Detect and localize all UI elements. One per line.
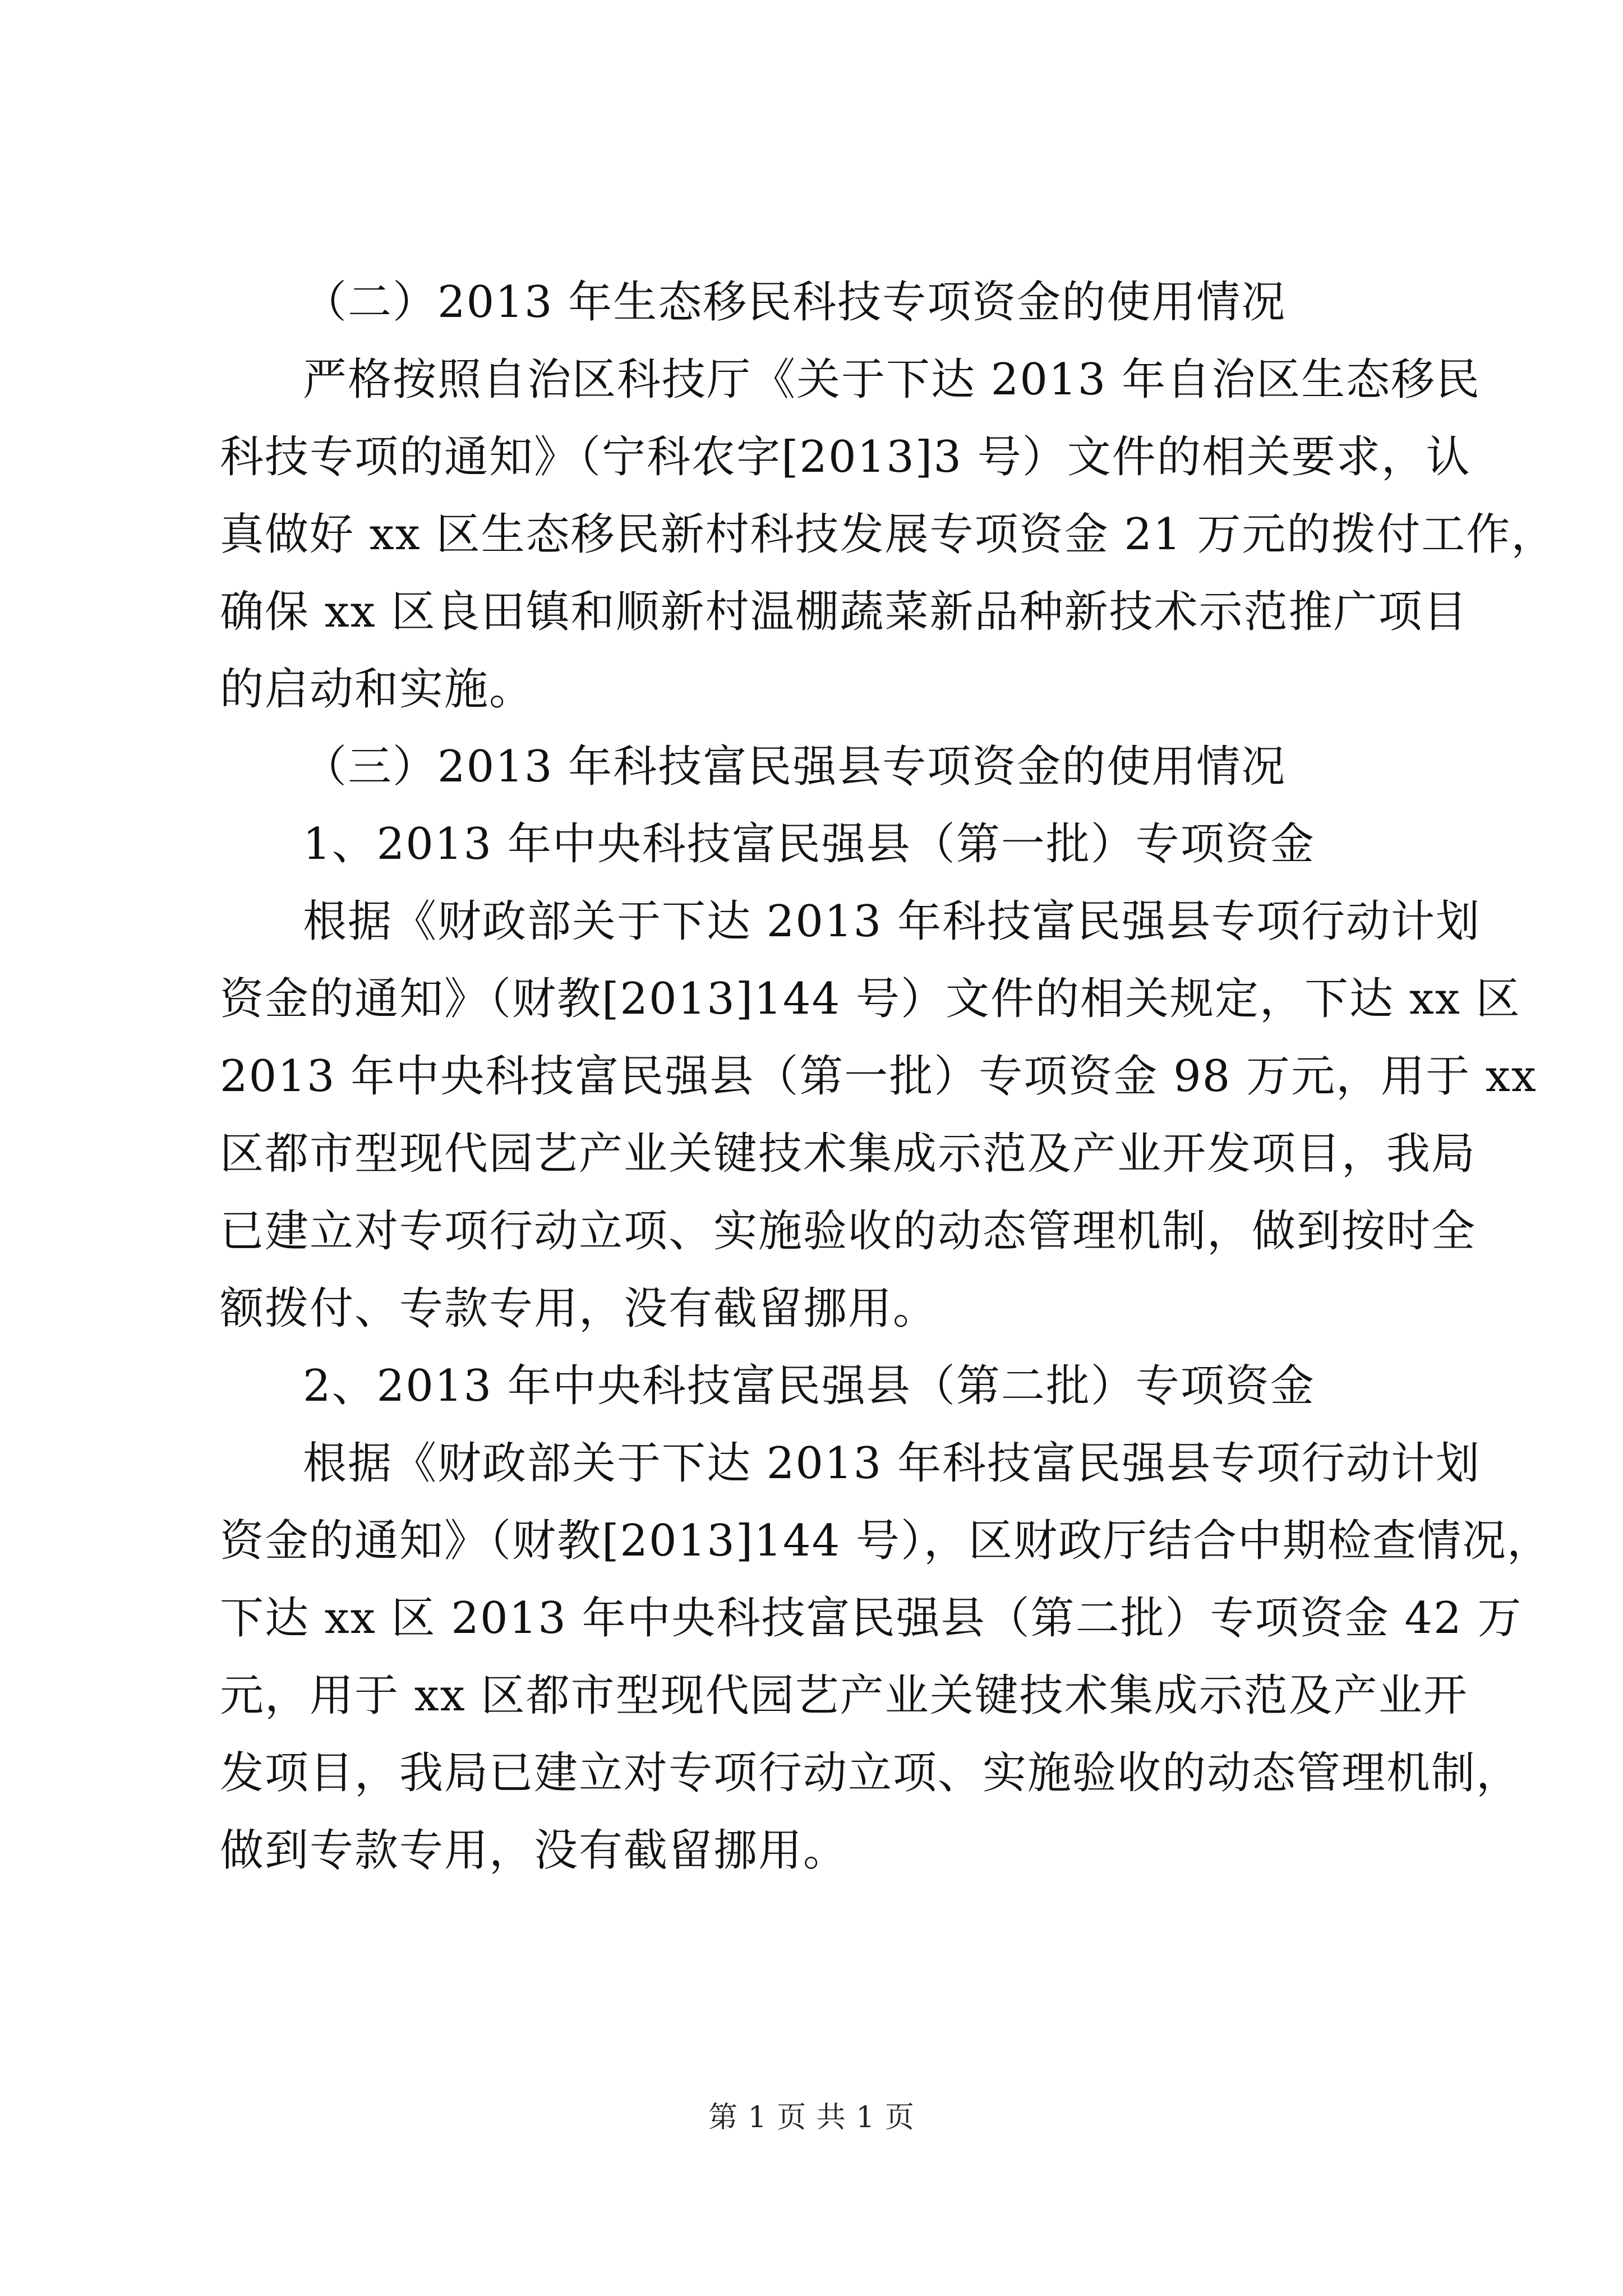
document-body bbox=[220, 264, 1556, 1889]
subsection-heading-1: 1、2013 年中央科技富民强县（第一批）专项资金 bbox=[303, 819, 1315, 869]
paragraph-line: 根据《财政部关于下达 2013 年科技富民强县专项行动计划 bbox=[303, 896, 1481, 947]
paragraph-line: 元，用于 xx 区都市型现代园艺产业关键技术集成示范及产业开 bbox=[220, 1671, 1468, 1721]
paragraph-line: 做到专款专用，没有截留挪用。 bbox=[220, 1825, 849, 1876]
paragraph-line: 资金的通知》（财教[2013]144 号）文件的相关规定，下达 xx 区 bbox=[220, 974, 1521, 1024]
paragraph-line: 资金的通知》（财教[2013]144 号），区财政厅结合中期检查情况， bbox=[220, 1516, 1552, 1566]
section-heading-3: （三）2013 年科技富民强县专项资金的使用情况 bbox=[303, 742, 1287, 792]
paragraph-line: 根据《财政部关于下达 2013 年科技富民强县专项行动计划 bbox=[303, 1438, 1481, 1489]
paragraph-line: 严格按照自治区科技厅《关于下达 2013 年自治区生态移民 bbox=[303, 355, 1481, 405]
paragraph-line: 确保 xx 区良田镇和顺新村温棚蔬菜新品种新技术示范推广项目 bbox=[220, 587, 1468, 637]
paragraph-line: 科技专项的通知》（宁科农字[2013]3 号）文件的相关要求，认 bbox=[220, 432, 1471, 482]
paragraph-line: 区都市型现代园艺产业关键技术集成示范及产业开发项目，我局 bbox=[220, 1129, 1477, 1179]
paragraph-line: 下达 xx 区 2013 年中央科技富民强县（第二批）专项资金 42 万 bbox=[220, 1593, 1523, 1644]
paragraph-line: 2013 年中央科技富民强县（第一批）专项资金 98 万元，用于 xx bbox=[220, 1051, 1537, 1102]
page-footer: 第 1 页 共 1 页 bbox=[708, 2101, 915, 2134]
subsection-heading-2: 2、2013 年中央科技富民强县（第二批）专项资金 bbox=[303, 1361, 1315, 1411]
paragraph-line: 发项目，我局已建立对专项行动立项、实施验收的动态管理机制， bbox=[220, 1748, 1521, 1798]
paragraph-line: 已建立对专项行动立项、实施验收的动态管理机制，做到按时全 bbox=[220, 1206, 1477, 1257]
paragraph-line: 额拨付、专款专用，没有截留挪用。 bbox=[220, 1283, 938, 1334]
paragraph-line: 真做好 xx 区生态移民新村科技发展专项资金 21 万元的拨付工作， bbox=[220, 509, 1556, 560]
section-heading-2: （二）2013 年生态移民科技专项资金的使用情况 bbox=[303, 277, 1287, 328]
paragraph-line: 的启动和实施。 bbox=[220, 664, 534, 715]
